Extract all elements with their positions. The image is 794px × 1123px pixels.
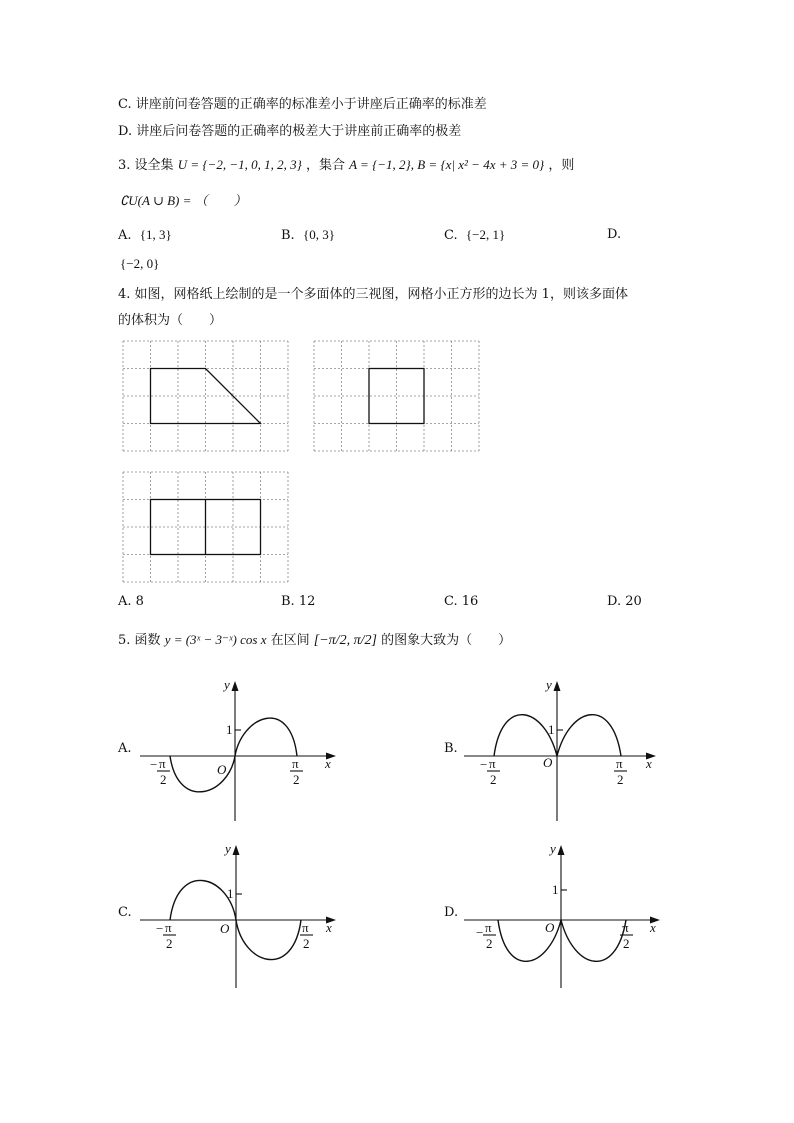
neg-half-pi-denominator: 2 [486,936,493,951]
neg-half-pi-numerator: π [485,920,492,935]
neg-half-pi-denominator: 2 [490,772,497,787]
graph-b [464,676,684,826]
y-tick-label: 1 [227,886,234,901]
neg-half-pi-numerator: π [159,756,166,771]
q5-stem [118,632,511,649]
origin-label: O [217,762,227,777]
neg-half-pi-minus: − [156,921,164,936]
y-tick-label: 1 [548,722,555,737]
q5-stem-prefix: 5. 函数 [118,633,161,648]
neg-half-pi-minus: − [476,925,484,940]
y-tick-label: 1 [226,722,233,737]
graph-d [464,840,684,990]
y-axis-arrow-icon [232,681,239,691]
q3-stem-prefix: 3. 设全集 [118,158,174,173]
pos-half-pi-denominator: 2 [293,772,300,787]
q5-stem-suffix: 的图象大致为（ ） [381,633,512,648]
pos-half-pi-denominator: 2 [623,936,630,951]
graph-a [140,676,360,826]
q5-interval: [−π/2, π/2] [313,633,377,648]
q3-expression: ∁U(A ∪ B) = （ ） [120,193,247,208]
y-axis-label: y [225,841,231,856]
graph-b-label: B. [444,741,458,756]
y-axis-label: y [224,677,230,692]
neg-half-pi-numerator: π [165,920,172,935]
neg-half-pi-numerator: π [489,756,496,771]
x-axis-label: x [326,920,332,935]
function-curve [498,920,626,961]
graph-d-label: D. [444,905,459,920]
q3-stem-suffix: ，则 [548,158,575,173]
x-axis-label: x [325,756,331,771]
pos-half-pi-denominator: 2 [303,936,310,951]
y-axis-label: y [546,677,552,692]
y-tick-label: 1 [552,882,559,897]
grid-lines [314,341,479,451]
q4-option-a: A. 8 [118,594,144,609]
q3-option-c: C. {−2, 1} [444,227,506,243]
q4-option-b: B. 12 [281,594,316,609]
q4-stem-line2: 的体积为（ ） [118,313,223,328]
q3-set-u: U = {−2, −1, 0, 1, 2, 3} [177,157,302,172]
pos-half-pi-numerator: π [292,756,299,771]
y-axis-arrow-icon [554,681,561,691]
q3-option-d-label: D. [607,227,622,242]
function-curve [170,718,297,792]
origin-label: O [543,755,553,770]
q4-option-c: C. 16 [444,594,479,609]
q5-stem-mid: 在区间 [270,633,310,648]
q5-function: y = (3ˣ − 3⁻ˣ) cos x [164,632,267,647]
y-axis-arrow-icon [233,845,240,855]
q4-option-d: D. 20 [607,594,642,609]
top-view [122,471,290,584]
graph-c-label: C. [118,905,132,920]
pos-half-pi-numerator: π [622,920,629,935]
graph-a-label: A. [118,741,132,756]
side-view [313,340,481,453]
pos-half-pi-numerator: π [302,920,309,935]
q3-option-d-value: {−2, 0} [120,256,160,271]
grid-lines [123,341,288,451]
q3-stem-mid: ，集合 [305,158,345,173]
x-axis-label: x [646,756,652,771]
y-axis-arrow-icon [558,845,565,855]
q3-option-b: B. {0, 3} [281,227,335,243]
neg-half-pi-denominator: 2 [160,772,167,787]
neg-half-pi-denominator: 2 [166,936,173,951]
front-view [122,340,290,453]
q3-set-a-b: A = {−1, 2}, B = {x| x² − 4x + 3 = 0} [349,157,545,172]
neg-half-pi-minus: − [480,757,488,772]
neg-half-pi-minus: − [150,757,158,772]
y-axis-label: y [550,841,556,856]
pos-half-pi-denominator: 2 [617,772,624,787]
prev-option-d: D. 讲座后问卷答题的正确率的极差大于讲座前正确率的极差 [118,124,462,139]
graph-c [140,840,360,990]
origin-label: O [545,920,555,935]
q3-option-a: A. {1, 3} [118,227,172,243]
prev-option-c: C. 讲座前问卷答题的正确率的标准差小于讲座后正确率的标准差 [118,97,487,112]
x-axis-label: x [650,920,656,935]
origin-label: O [220,921,230,936]
q4-stem-line1: 4. 如图，网格纸上绘制的是一个多面体的三视图，网格小正方形的边长为 1，则该多面体 [118,287,628,302]
q3-stem [118,157,574,174]
pos-half-pi-numerator: π [616,756,623,771]
